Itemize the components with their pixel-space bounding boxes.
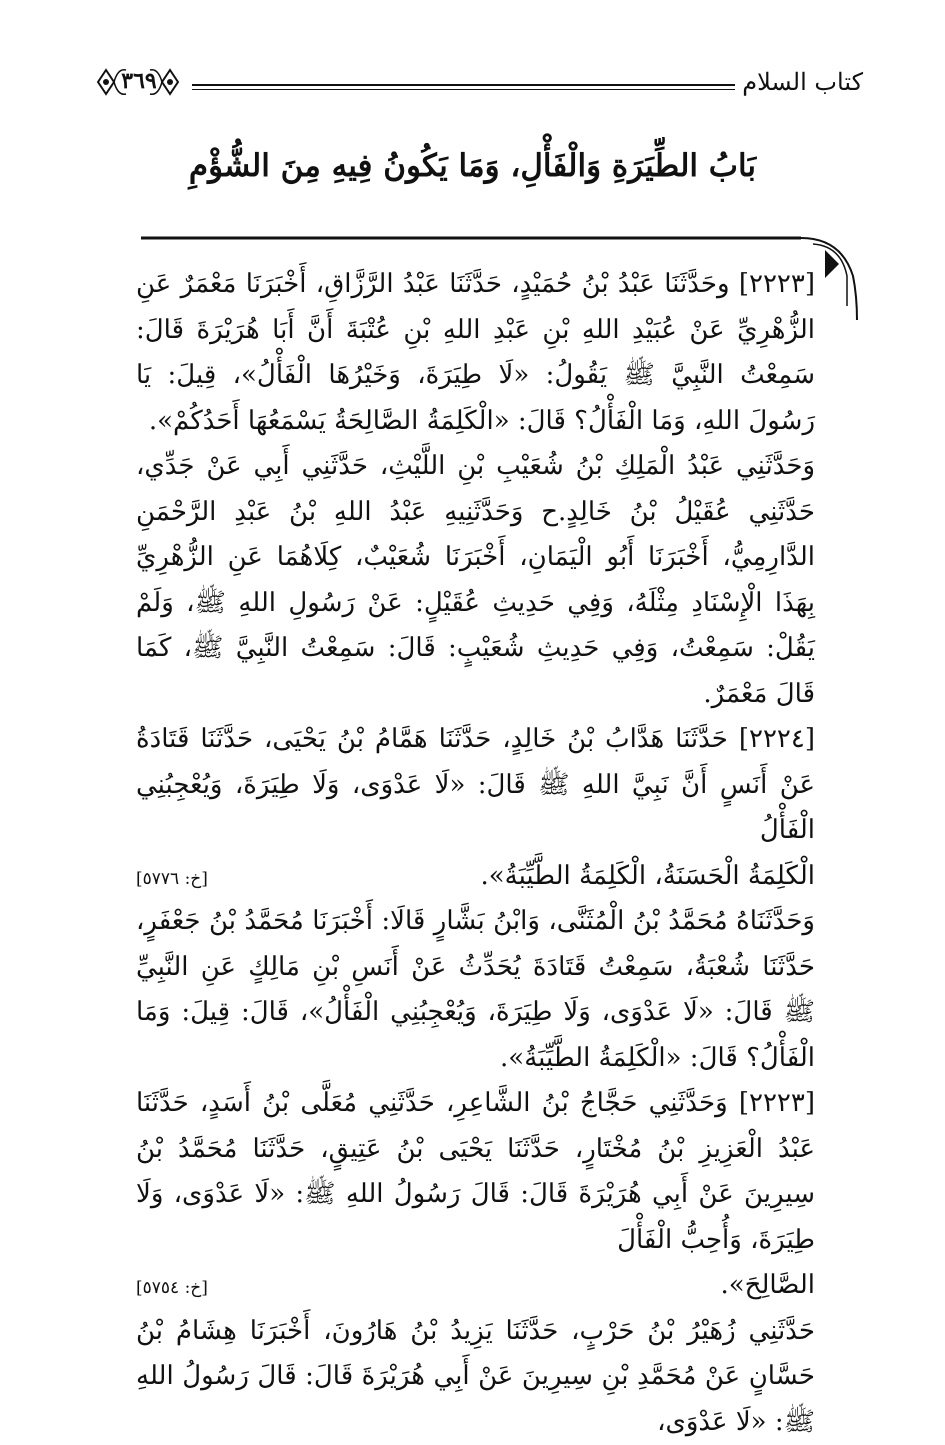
header-rule-thin	[192, 89, 735, 90]
paragraph-with-reference	[136, 1263, 815, 1309]
paragraph: حَدَّثَنِي زُهَيْرُ بْنُ حَرْبٍ، حَدَّثَنَا يَزِيدُ بْنُ هَارُونَ، أَخْبَرَنَا هِشَامُ بْنُ حَسَّانٍ عَنْ مُحَمَّدِ بْنِ سِيرِينَ عَنْ أَبِي هُرَيْرَةَ قَالَ: قَالَ رَسُولُ اللهِ ﷺ: «لَا عَدْوَى،	[136, 1309, 815, 1445]
bukhari-reference: [خ: ٥٧٧٦]	[136, 869, 208, 889]
bukhari-reference: [خ: ٥٧٥٤]	[136, 1278, 208, 1298]
page-number-frame	[92, 62, 184, 102]
header-rule	[192, 84, 735, 86]
paragraph-with-reference	[136, 854, 815, 900]
page-header	[92, 62, 853, 102]
paragraph: وَحَدَّثَنِي عَبْدُ الْمَلِكِ بْنُ شُعَيْبِ بْنِ اللَّيْثِ، حَدَّثَنِي أَبِي عَنْ جَدِّي، حَدَّثَنِي عُقَيْلُ بْنُ خَالِدٍ.ح وَحَدَّثَنِيهِ عَبْدُ اللهِ بْنُ عَبْدِ الرَّحْمَنِ الدَّارِمِيُّ، أَخْبَرَنَا أَبُو الْيَمَانِ، أَخْبَرَنَا شُعَيْبٌ، كِلَاهُمَا عَنِ الزُّهْرِيِّ بِهَذَا الْإِسْنَادِ مِثْلَهُ، وَفِي حَدِيثِ عُقَيْلٍ: عَنْ رَسُولِ اللهِ ﷺ، وَلَمْ يَقُلْ: سَمِعْتُ، وَفِي حَدِيثِ شُعَيْبٍ: قَالَ: سَمِعْتُ النَّبِيَّ ﷺ، كَمَا قَالَ مَعْمَرٌ.	[136, 444, 815, 717]
paragraph: الصَّالِحَ».	[721, 1263, 816, 1309]
paragraph: [٢٢٢٣] وحَدَّثَنَا عَبْدُ بْنُ حُمَيْدٍ، حَدَّثَنَا عَبْدُ الرَّزَّاقِ، أَخْبَرَنَا مَعْمَرٌ عَنِ الزُّهْرِيِّ عَنْ عُبَيْدِ اللهِ بْنِ عَبْدِ اللهِ بْنِ عُتْبَةَ أَنَّ أَبَا هُرَيْرَةَ قَالَ: سَمِعْتُ النَّبِيَّ ﷺ يَقُولُ: «لَا طِيَرَةَ، وَخَيْرُهَا الْفَأْلُ»، قِيلَ: يَا رَسُولَ اللهِ، وَمَا الْفَأْلُ؟ قَالَ: «الْكَلِمَةُ الصَّالِحَةُ يَسْمَعُهَا أَحَدُكُمْ».	[136, 262, 815, 444]
book-title: كتاب السلام	[742, 68, 863, 96]
paragraph: وَحَدَّثَنَاهُ مُحَمَّدُ بْنُ الْمُثَنَّى، وَابْنُ بَشَّارٍ قَالَا: أَخْبَرَنَا مُحَمَّدُ بْنُ جَعْفَرٍ، حَدَّثَنَا شُعْبَةُ، سَمِعْتُ قَتَادَةَ يُحَدِّثُ عَنْ أَنَسِ بْنِ مَالِكٍ عَنِ النَّبِيِّ ﷺ قَالَ: «لَا عَدْوَى، وَلَا طِيَرَةَ، وَيُعْجِبُنِي الْفَأْلُ»، قَالَ: قِيلَ: وَمَا الْفَأْلُ؟ قَالَ: «الْكَلِمَةُ الطَّيِّبَةُ».	[136, 899, 815, 1081]
chapter-title: بَابُ الطِّيَرَةِ وَالْفَأْلِ، وَمَا يَكُونُ فِيهِ مِنَ الشُّؤْمِ	[60, 148, 885, 184]
paragraph: الْكَلِمَةُ الْحَسَنَةُ، الْكَلِمَةُ الطَّيِّبَةُ».	[480, 854, 815, 900]
hadith-text	[136, 262, 815, 1445]
paragraph: [٢٢٢٤] حَدَّثَنَا هَدَّابُ بْنُ خَالِدٍ، حَدَّثَنَا هَمَّامُ بْنُ يَحْيَى، حَدَّثَنَا قَتَادَةُ عَنْ أَنَسٍ أَنَّ نَبِيَّ اللهِ ﷺ قَالَ: «لَا عَدْوَى، وَلَا طِيَرَةَ، وَيُعْجِبُنِي الْفَأْلُ	[136, 717, 815, 854]
paragraph: [٢٢٢٣] وَحَدَّثَنِي حَجَّاجُ بْنُ الشَّاعِرِ، حَدَّثَنِي مُعَلَّى بْنُ أَسَدٍ، حَدَّثَنَا عَبْدُ الْعَزِيزِ بْنُ مُخْتَارٍ، حَدَّثَنَا يَحْيَى بْنُ عَتِيقٍ، حَدَّثَنَا مُحَمَّدُ بْنُ سِيرِينَ عَنْ أَبِي هُرَيْرَةَ قَالَ: قَالَ رَسُولُ اللهِ ﷺ: «لَا عَدْوَى، وَلَا طِيَرَةَ، وَأُحِبُّ الْفَأْلَ	[136, 1081, 815, 1263]
page-number: ٣٦٩	[108, 68, 170, 94]
